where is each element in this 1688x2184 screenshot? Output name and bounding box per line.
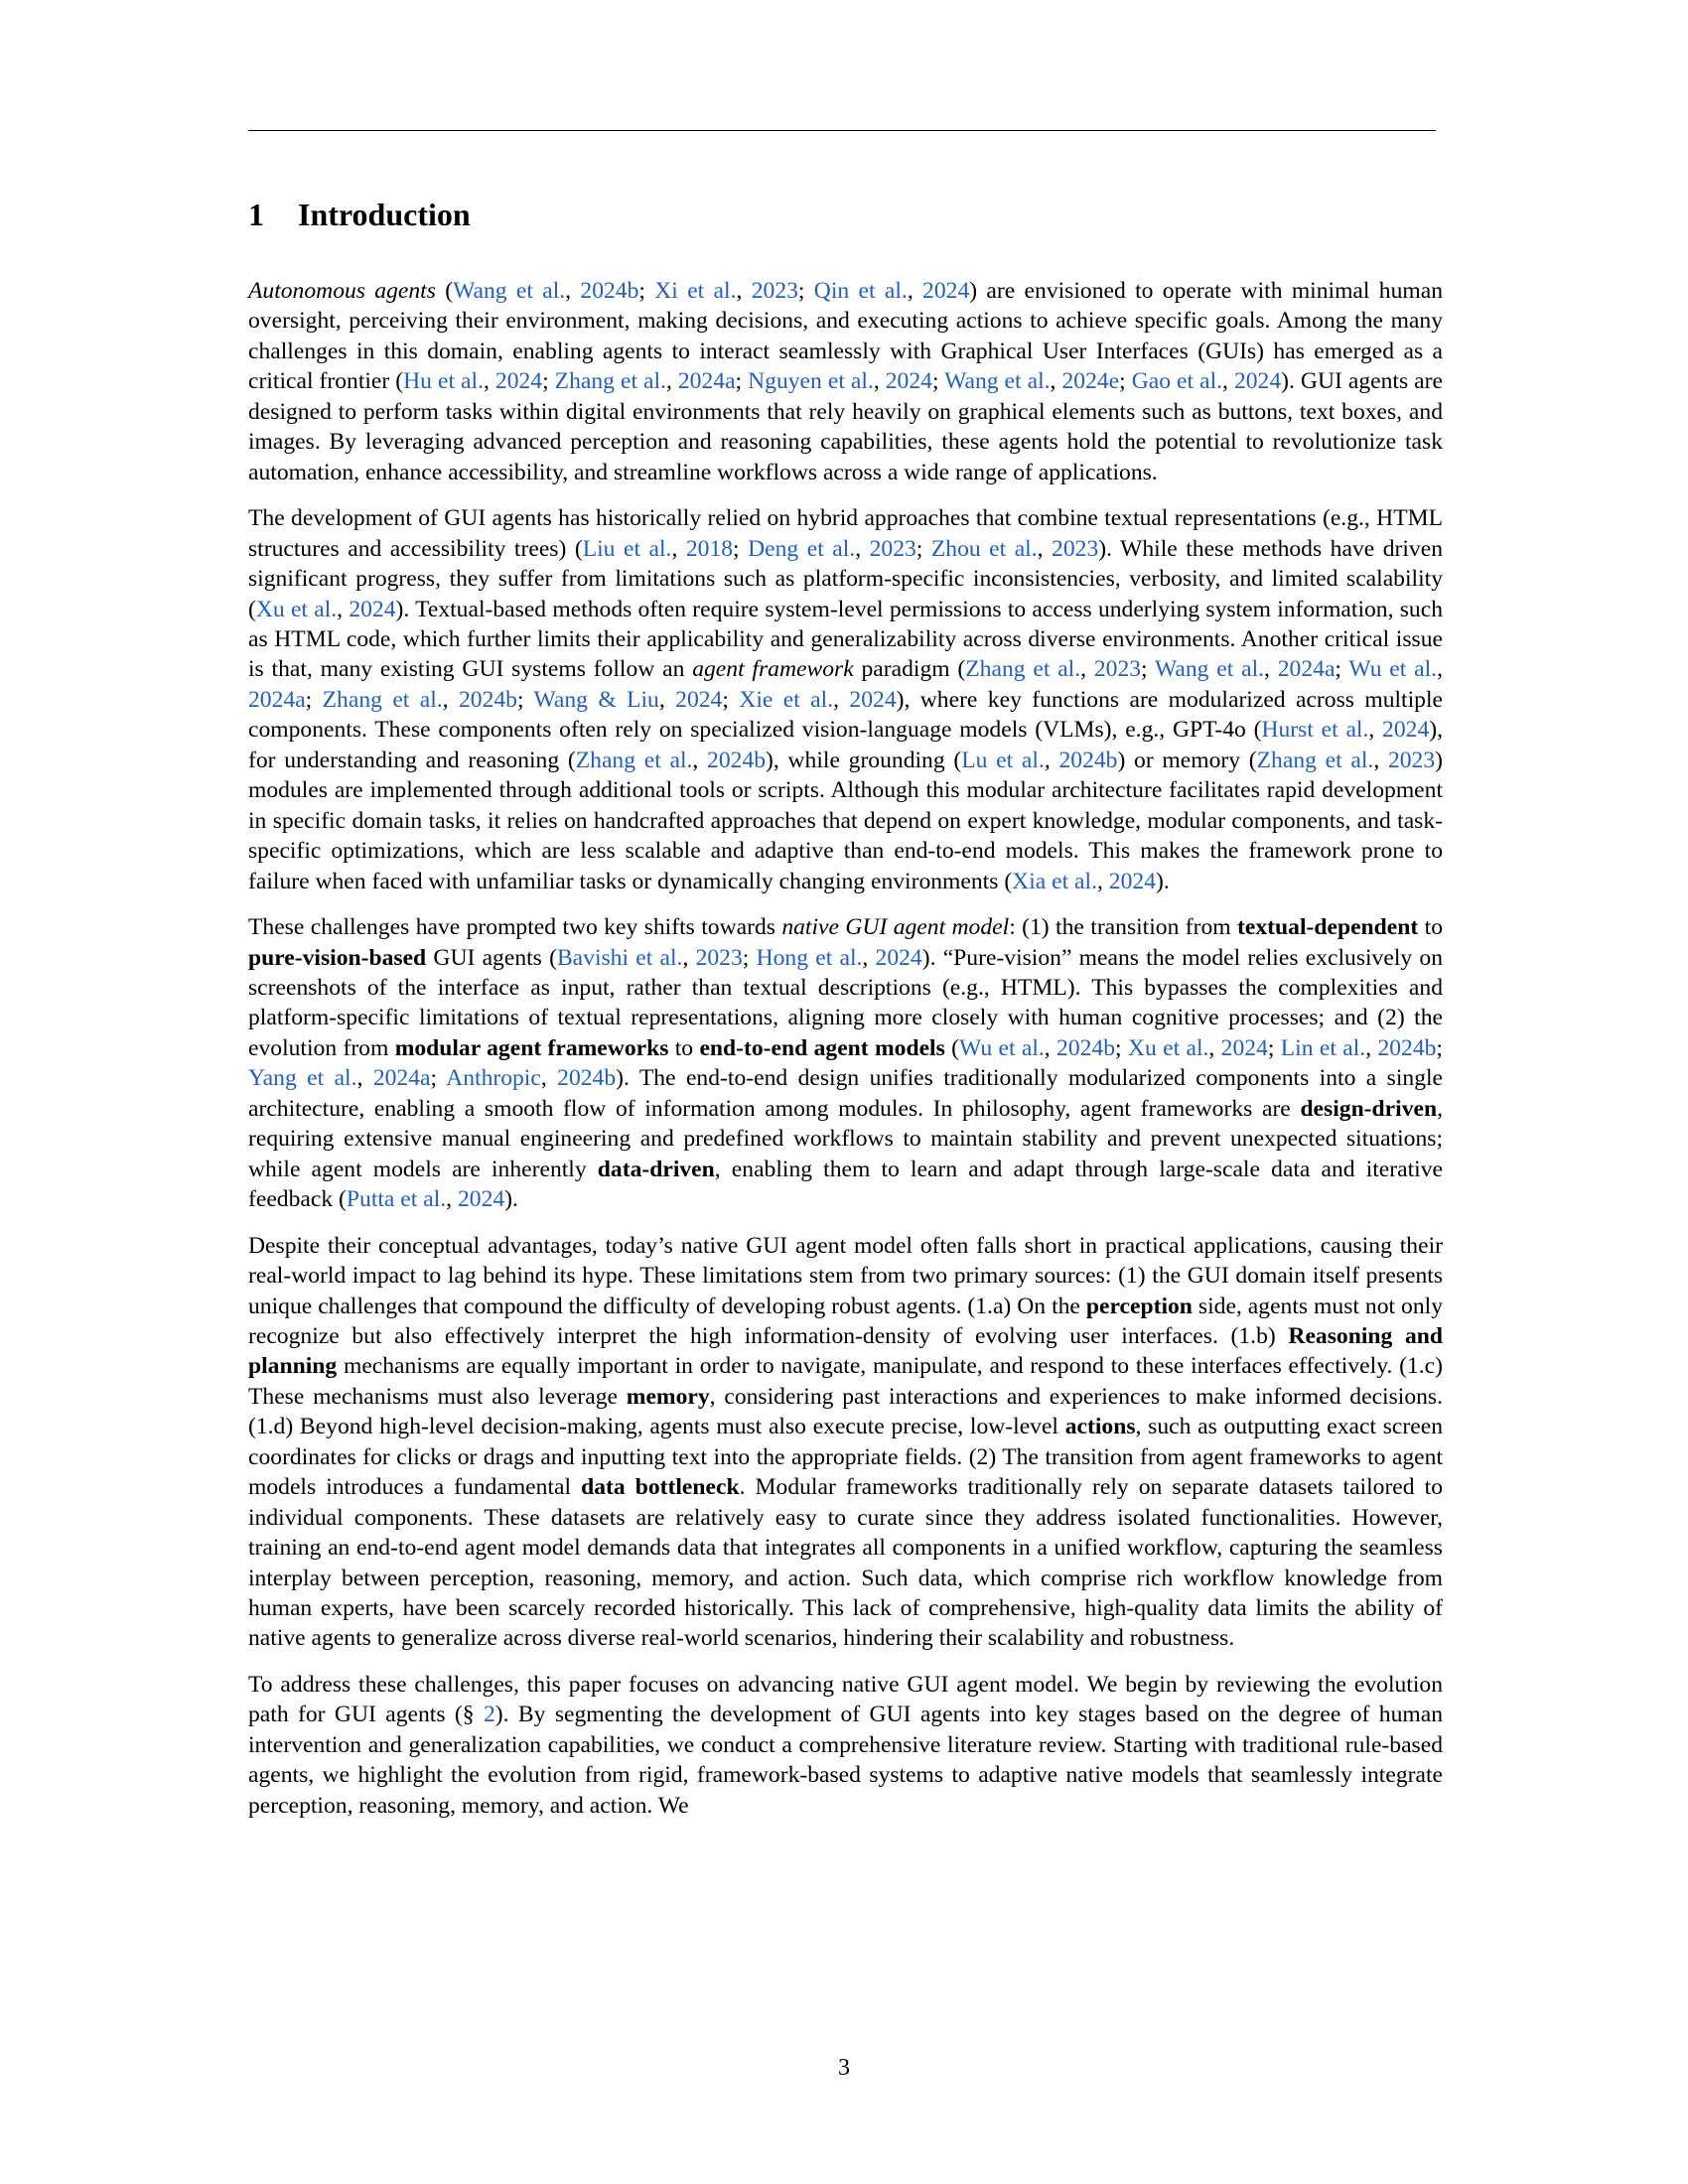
- text-run: ,: [1037, 535, 1053, 562]
- text-run: ;: [735, 368, 749, 395]
- text-run: ,: [1044, 747, 1059, 773]
- text-run: , considering past interactions and experiences to make informed decisions. (1.d) Beyond high-level decision-making, agents must also execute precise, low-level: [248, 1383, 1444, 1440]
- emphasis-text: agent framework: [692, 656, 854, 683]
- text-run: To address these challenges, this paper focuses on advancing native GUI agent model. We begin by reviewing the evolution path for GUI agents (§: [248, 1671, 1443, 1728]
- citation-link[interactable]: 2024a: [677, 368, 736, 395]
- citation-link[interactable]: Hurst et al.: [1261, 717, 1369, 744]
- text-run: These challenges have prompted two key shifts towards: [248, 914, 782, 941]
- citation-link[interactable]: Anthropic: [446, 1065, 541, 1092]
- text-run: ;: [1267, 1034, 1281, 1061]
- text-run: The development of GUI agents has historically relied on hybrid approaches that combine textual representations (e.g., HTML structures and accessibility trees) (: [248, 505, 1443, 562]
- text-run: ;: [742, 944, 757, 971]
- text-run: ;: [931, 368, 945, 395]
- citation-link[interactable]: 2024: [922, 278, 970, 304]
- text-run: ,: [1437, 656, 1443, 683]
- text-run: , such as outputting exact screen coordinates for clicks or drags and inputting text into the appropriate fields. (2) The transition from agent frameworks to agent models introduces a fundamental: [248, 1414, 1443, 1501]
- section-heading: [248, 195, 471, 234]
- section-number: 1: [248, 197, 264, 232]
- citation-link[interactable]: Putta et al.: [346, 1186, 447, 1213]
- citation-link[interactable]: 2024a: [1277, 656, 1336, 683]
- text-run: ). GUI agents are designed to perform tasks within digital environments that rely heavily on graphical elements such as buttons, text boxes, and images. By leveraging advanced perception and reasoning capabilities, these agents hold the potential to revolutionize task automation, enhance accessibility, and streamline workflows across a wide range of applications.: [248, 368, 1443, 485]
- text-run: ,: [833, 686, 850, 713]
- citation-link[interactable]: Wu et al.: [959, 1034, 1045, 1061]
- citation-link[interactable]: Zhang et al.: [554, 368, 666, 395]
- citation-link[interactable]: Xu et al.: [255, 596, 338, 622]
- text-run: ,: [873, 368, 886, 395]
- text-run: ,: [1208, 1034, 1221, 1061]
- text-run: ,: [665, 368, 678, 395]
- text-run: ) modules are implemented through additional tools or scripts. Although this modular architecture facilitates rapid development in specific domain tasks, it relies on handcrafted approaches that depend on expert knowledge, modular components, and task-specific optimizations, which are less scalable and adaptive than end-to-end models. This makes the framework prone to failure when faced with unfamiliar tasks or dynamically changing environments (: [248, 747, 1443, 894]
- citation-link[interactable]: Liu et al.: [582, 535, 672, 562]
- citation-link[interactable]: Zhou et al.: [930, 535, 1038, 562]
- citation-link[interactable]: 2023: [1093, 656, 1142, 683]
- text-run: ,: [862, 944, 876, 971]
- citation-link[interactable]: 2023: [695, 944, 743, 971]
- text-run: ). Textual-based methods often require system-level permissions to access underlying system information, such as HTML code, which further limits their applicability and generalizability across diverse environments. Another critical issue is that, many existing GUI systems follow an: [248, 596, 1443, 683]
- citation-link[interactable]: 2023: [869, 535, 916, 562]
- text-run: ;: [305, 686, 323, 713]
- text-run: , requiring extensive manual engineering and predefined workflows to maintain stability and prevent unexpected situations; while agent models are inherently: [248, 1095, 1443, 1182]
- text-run: ,: [658, 686, 676, 713]
- text-run: ,: [855, 535, 870, 562]
- text-run: ;: [430, 1065, 447, 1092]
- citation-link[interactable]: Xi et al.: [654, 278, 737, 304]
- text-run: paradigm (: [853, 656, 966, 683]
- citation-link[interactable]: 2024: [875, 944, 922, 971]
- text-run: ). “Pure-vision” means the model relies exclusively on screenshots of the interface as input, rather than textual descriptions (e.g., HTML). This bypasses the complexities and platform-specific limitations of textual representations, aligning more closely with human cognitive processes; and (2) the evolution from: [248, 944, 1443, 1061]
- citation-link[interactable]: 2024b: [707, 747, 767, 773]
- citation-link[interactable]: 2: [483, 1702, 495, 1728]
- text-run: ), while grounding (: [766, 747, 962, 773]
- text-run: ,: [1264, 656, 1278, 683]
- section-title: Introduction: [298, 197, 471, 232]
- citation-link[interactable]: Zhang et al.: [965, 656, 1081, 683]
- citation-link[interactable]: 2024e: [1061, 368, 1120, 395]
- text-run: ) or memory (: [1117, 747, 1257, 773]
- text-run: ,: [337, 596, 350, 622]
- citation-link[interactable]: Wang et al.: [453, 278, 566, 304]
- emphasis-text: Autonomous agents: [248, 278, 436, 304]
- bold-term: Reasoning and planning: [248, 1322, 1443, 1380]
- text-run: ;: [722, 686, 740, 713]
- text-run: ,: [907, 278, 923, 304]
- text-run: ), for understanding and reasoning (: [248, 717, 1443, 773]
- text-run: side, agents must not only recognize but also effectively interpret the high information-density of evolving user interfaces. (1.b): [248, 1293, 1443, 1349]
- citation-link[interactable]: Zhang et al.: [322, 686, 443, 713]
- text-run: GUI agents (: [426, 944, 557, 971]
- page-number: 3: [838, 2055, 850, 2081]
- text-run: ,: [1365, 1034, 1378, 1061]
- paragraph-3: [248, 912, 1443, 1215]
- bold-term: textual-dependent: [1237, 914, 1419, 941]
- citation-link[interactable]: 2023: [751, 278, 798, 304]
- text-run: ;: [1141, 656, 1155, 683]
- citation-link[interactable]: Hong et al.: [756, 944, 863, 971]
- text-run: ,: [1044, 1034, 1057, 1061]
- citation-link[interactable]: 2024: [885, 368, 932, 395]
- text-run: ;: [516, 686, 534, 713]
- citation-link[interactable]: 2024b: [580, 278, 639, 304]
- text-run: ;: [797, 278, 814, 304]
- citation-link[interactable]: Lu et al.: [961, 747, 1045, 773]
- citation-link[interactable]: 2024a: [248, 686, 306, 713]
- citation-link[interactable]: 2024a: [372, 1065, 431, 1092]
- text-run: ,: [483, 368, 495, 395]
- citation-link[interactable]: Bavishi et al.: [556, 944, 683, 971]
- text-run: ;: [542, 368, 555, 395]
- bold-term: end-to-end agent models: [699, 1034, 945, 1061]
- text-run: ,: [565, 278, 581, 304]
- citation-link[interactable]: Xu et al.: [1127, 1034, 1209, 1061]
- citation-link[interactable]: 2023: [1387, 747, 1436, 773]
- text-run: ,: [692, 747, 708, 773]
- text-run: : (1) the transition from: [1009, 914, 1238, 941]
- text-run: . Modular frameworks traditionally rely on separate datasets tailored to individual components. These datasets are relatively easy to curate since they address isolated functionalities. However, training an end-to-end agent model demands data that integrates all components in a unified workflow, capturing the seamless interplay between perception, reasoning, memory, and action. Such data, which comprise rich workflow knowledge from human experts, have been scarcely recorded historically. This lack of comprehensive, high-quality data limits the ability of native agents to generalize across diverse real-world scenarios, hindering their scalability and robustness.: [248, 1474, 1443, 1652]
- citation-link[interactable]: 2024b: [1377, 1034, 1437, 1061]
- text-run: ;: [1115, 1034, 1128, 1061]
- text-run: , enabling them to learn and adapt through large-scale data and iterative feedback (: [248, 1156, 1443, 1213]
- text-run: ,: [1373, 747, 1388, 773]
- citation-link[interactable]: Wang & Liu: [533, 686, 659, 713]
- bold-term: perception: [1085, 1293, 1193, 1319]
- text-run: ,: [356, 1065, 373, 1092]
- text-run: (: [944, 1034, 959, 1061]
- citation-link[interactable]: Xia et al.: [1012, 868, 1097, 894]
- text-run: ;: [1436, 1034, 1443, 1061]
- paragraph-4: [248, 1231, 1443, 1654]
- text-run: ), where key functions are modularized across multiple components. These components often rely on specialized vision-language models (VLMs), e.g., GPT-4o (: [248, 686, 1443, 744]
- citation-link[interactable]: 2024: [349, 596, 396, 622]
- text-run: ,: [1050, 368, 1062, 395]
- citation-link[interactable]: Yang et al.: [248, 1065, 357, 1092]
- citation-link[interactable]: Zhang et al.: [575, 747, 693, 773]
- citation-link[interactable]: 2024b: [1058, 747, 1118, 773]
- citation-link[interactable]: 2024: [494, 368, 543, 395]
- text-run: ,: [1222, 368, 1234, 395]
- bold-term: design-driven: [1300, 1095, 1438, 1122]
- citation-link[interactable]: 2024: [1220, 1034, 1268, 1061]
- citation-link[interactable]: 2024: [1233, 368, 1282, 395]
- bold-term: actions: [1064, 1414, 1136, 1440]
- text-run: to: [1418, 914, 1443, 941]
- citation-link[interactable]: Gao et al.: [1131, 368, 1223, 395]
- text-run: ).: [504, 1186, 518, 1213]
- citation-link[interactable]: 2024b: [557, 1065, 617, 1092]
- text-run: ). By segmenting the development of GUI agents into key stages based on the degree of human intervention and generalization capabilities, we conduct a comprehensive literature review. Starting with traditional rule-based agents, we highlight the evolution from rigid, framework-based systems to adaptive native models that seamlessly integrate perception, reasoning, memory, and action. We: [248, 1702, 1443, 1819]
- citation-link[interactable]: Lin et al.: [1280, 1034, 1366, 1061]
- citation-link[interactable]: Nguyen et al.: [748, 368, 874, 395]
- text-run: ;: [638, 278, 655, 304]
- citation-link[interactable]: 2024b: [458, 686, 517, 713]
- citation-link[interactable]: Zhang et al.: [1256, 747, 1374, 773]
- citation-link[interactable]: 2024: [457, 1186, 505, 1213]
- paragraph-1: [248, 276, 1443, 487]
- bold-term: pure-vision-based: [248, 944, 427, 971]
- text-run: ,: [1097, 868, 1109, 894]
- text-run: ;: [915, 535, 931, 562]
- bold-term: modular agent frameworks: [394, 1034, 669, 1061]
- text-run: ;: [1335, 656, 1349, 683]
- emphasis-text: native GUI agent model: [781, 914, 1010, 941]
- paragraph-2: [248, 503, 1443, 896]
- citation-link[interactable]: 2024: [1382, 717, 1430, 744]
- citation-link[interactable]: Qin et al.: [813, 278, 908, 304]
- text-run: ).: [1155, 868, 1170, 894]
- text-run: ,: [1080, 656, 1094, 683]
- citation-link[interactable]: Xie et al.: [739, 686, 834, 713]
- citation-link[interactable]: 2024: [849, 686, 897, 713]
- text-run: Despite their conceptual advantages, today’s native GUI agent model often falls short in practical applications, causing their real-world impact to lag behind its hype. These limitations stem from two primary sources: (1) the GUI domain itself presents unique challenges that compound the difficulty of developing robust agents. (1.a) On the: [248, 1232, 1443, 1319]
- citation-link[interactable]: Wang et al.: [1155, 656, 1265, 683]
- bold-term: data bottleneck: [581, 1474, 740, 1501]
- citation-link[interactable]: 2024: [675, 686, 723, 713]
- citation-link[interactable]: Hu et al.: [403, 368, 484, 395]
- citation-link[interactable]: Wang et al.: [944, 368, 1051, 395]
- text-run: ,: [1368, 717, 1383, 744]
- bold-term: memory: [626, 1383, 710, 1410]
- text-run: to: [668, 1034, 700, 1061]
- text-run: ) are envisioned to operate with minimal human oversight, perceiving their environment, making decisions, and executing actions to achieve specific goals. Among the many challenges in this domain, enabling agents to interact seamlessly with Graphical User Interfaces (GUIs) has emerged as a critical frontier (: [248, 278, 1443, 395]
- text-run: ;: [733, 535, 749, 562]
- text-run: ,: [446, 1186, 458, 1213]
- text-run: ,: [540, 1065, 558, 1092]
- citation-link[interactable]: 2018: [685, 535, 734, 562]
- text-run: ,: [671, 535, 686, 562]
- text-run: ,: [442, 686, 459, 713]
- text-run: ;: [1119, 368, 1132, 395]
- text-run: ). While these methods have driven significant progress, they suffer from limitations such as platform-specific inconsistencies, verbosity, and limited scalability (: [248, 535, 1443, 622]
- text-run: mechanisms are equally important in order to navigate, manipulate, and respond to these interfaces effectively. (1.c) These mechanisms must also leverage: [248, 1353, 1443, 1410]
- header-rule: [248, 130, 1436, 131]
- bold-term: data-driven: [597, 1156, 715, 1182]
- citation-link[interactable]: 2024b: [1056, 1034, 1116, 1061]
- text-run: (: [435, 278, 454, 304]
- text-run: ,: [736, 278, 752, 304]
- text-run: ). The end-to-end design unifies traditionally modularized components into a single architecture, enabling a smooth flow of information among modules. In philosophy, agent frameworks are: [248, 1065, 1444, 1122]
- text-run: ,: [682, 944, 696, 971]
- paragraph-5: [248, 1670, 1443, 1821]
- citation-link[interactable]: 2023: [1052, 535, 1099, 562]
- citation-link[interactable]: Deng et al.: [748, 535, 856, 562]
- citation-link[interactable]: Wu et al.: [1348, 656, 1438, 683]
- body-text: [248, 276, 1443, 1837]
- citation-link[interactable]: 2024: [1108, 868, 1156, 894]
